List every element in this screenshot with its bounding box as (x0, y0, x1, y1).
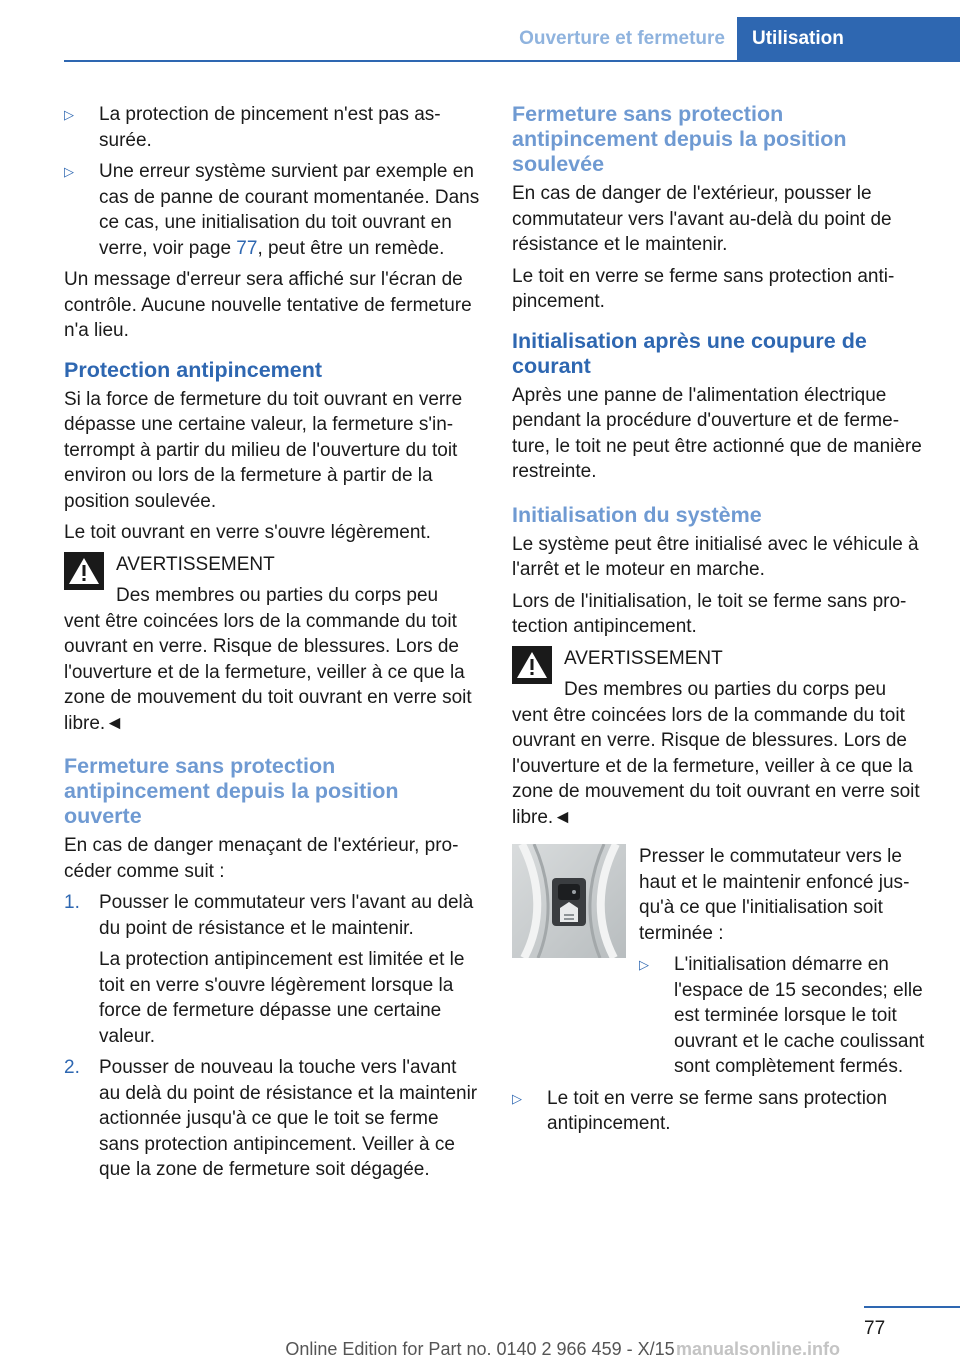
heading-initialisation: Initialisation du système (512, 502, 762, 527)
header-rule (64, 60, 960, 62)
paragraph: En cas de danger de l'extérieur, pousser le commutateur vers l'avant au-delà du point de résistance et le maintenir. (512, 183, 892, 255)
list-item-text: La protection de pincement n'est pas assurée. (99, 104, 441, 151)
paragraph: Presser le commutateur vers le haut et le maintenir enfoncé jusqu'à ce que l'initialisation soit terminée : (639, 846, 910, 944)
edition-footer: Online Edition for Part no. 0140 2 966 459 - X/15 (285, 1339, 675, 1359)
left-column (64, 102, 482, 1189)
warning-title: AVERTISSEMENT (564, 647, 723, 669)
list-item-text-tail: , peut être un remède. (257, 237, 445, 259)
list-item-text: Le toit en verre se ferme sans protection antipincement. (547, 1087, 888, 1134)
list-item (639, 952, 930, 1080)
triangle-bullet-icon: ▷ (639, 957, 649, 972)
numbered-step (64, 1055, 482, 1183)
paragraph: Un message d'erreur sera affiché sur l'écran de contrôle. Aucune nouvelle tentative de fermeture n'a lieu. (64, 269, 472, 341)
paragraph: Lors de l'initialisation, le toit se ferme sans protection antipincement. (512, 590, 907, 637)
step-text: Pousser le commutateur vers l'avant au delà du point de résistance et le maintenir. (99, 892, 474, 939)
paragraph: Le système peut être initialisé avec le véhicule à l'arrêt et le moteur en marche. (512, 533, 919, 580)
heading-fermeture-soulevee: Fermeture sans protection antipincement depuis la position soulevée (512, 102, 847, 176)
warning-lead: Des membres ou parties du corps peu (564, 679, 887, 700)
list-item (64, 102, 482, 153)
illustrated-step (512, 844, 930, 1086)
paragraph: Après une panne de l'alimentation électrique pendant la procédure d'ouverture et de fermeture, le toit ne peut être actionné que de manière restreinte. (512, 384, 922, 482)
right-column (512, 102, 930, 1143)
triangle-bullet-icon: ▷ (64, 107, 74, 122)
step-subtext: La protection antipincement est limitée et le toit en verre s'ouvre légèrement lorsque la force de fermeture dépasse une certaine valeur. (99, 949, 465, 1047)
warning-title: AVERTISSEMENT (116, 553, 275, 575)
numbered-step (64, 890, 482, 1049)
warning-text: vent être coincées lors de la commande du toit ouvrant en verre. Risque de blessures. Lors de l'ouverture et de la fermeture, veiller à ce que la zone de mouvement du toit ouvrant en verre soit libre.◄ (64, 610, 472, 734)
list-item-text: L'initialisation démarre en l'espace de 15 secondes; elle est terminée lorsque le toit ouvrant et le cache coulissant sont complètement fermés. (674, 954, 925, 1077)
heading-fermeture-ouverte: Fermeture sans protection antipincement depuis la position ouverte (64, 754, 399, 828)
warning-text: vent être coincées lors de la commande du toit ouvrant en verre. Risque de blessures. Lors de l'ouverture et de la fermeture, veiller à ce que la zone de mouvement du toit ouvrant en verre soit libre.◄ (512, 704, 920, 828)
warning-block (512, 646, 930, 831)
warning-icon (64, 552, 104, 590)
heading-coupure-courant: Initialisation après une coupure de courant (512, 328, 867, 378)
warning-lead: Des membres ou parties du corps peu (116, 585, 439, 606)
page-reference-link[interactable]: 77 (236, 237, 258, 259)
warning-icon (512, 646, 552, 684)
heading-antipincement: Protection antipincement (64, 357, 323, 382)
paragraph: Si la force de fermeture du toit ouvrant en verre dépasse une certaine valeur, la fermeture s'interrompt à partir du milieu de l'ouverture du toit environ ou lors de la fermeture à partir de la position soulevée. (64, 388, 463, 512)
paragraph: En cas de danger menaçant de l'extérieur, procéder comme suit : (64, 835, 459, 882)
section-title: Ouverture et fermeture (519, 28, 725, 49)
paragraph: Le toit en verre se ferme sans protection antipincement. (512, 265, 895, 312)
page-number: 77 (864, 1318, 886, 1339)
list-item (64, 159, 482, 261)
list-item-text: Une erreur système survient par exemple en cas de panne de courant momentanée. Dans ce cas, une initialisation du toit ouvrant en verre, voir page (99, 161, 480, 259)
step-text: Pousser de nouveau la touche vers l'avant au delà du point de résistance et la maintenir actionnée jusqu'à ce que le toit se ferme sans protection antipincement. Veiller à ce que la zone de fermeture soit dégagée. (99, 1057, 478, 1180)
warning-block (64, 552, 482, 737)
paragraph: Le toit ouvrant en verre s'ouvre légèrement. (64, 522, 431, 543)
list-item (512, 1086, 930, 1137)
step-number: 2. (64, 1057, 80, 1078)
footer-rule (864, 1306, 960, 1308)
roof-switch-photo (512, 844, 626, 958)
tab-utilisation[interactable]: Utilisation (737, 17, 960, 62)
step-number: 1. (64, 892, 80, 913)
triangle-bullet-icon: ▷ (512, 1090, 522, 1106)
watermark: manualsonline.info (676, 1339, 841, 1359)
triangle-bullet-icon: ▷ (64, 164, 74, 179)
